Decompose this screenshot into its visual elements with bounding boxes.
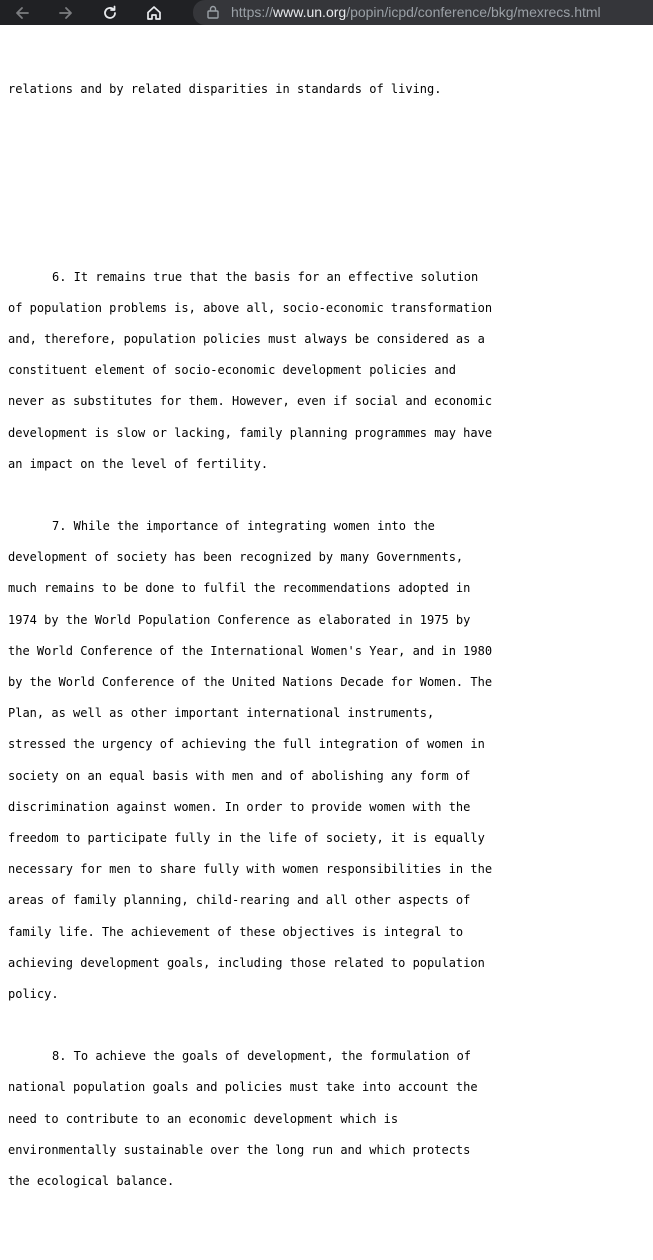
url-domain: www.un.org xyxy=(273,4,347,20)
text-line: development is slow or lacking, family planning programmes may have xyxy=(8,425,493,440)
text-line: and, therefore, population policies must always be considered as a xyxy=(8,331,485,346)
text-line: society on an equal basis with men and of abolishing any form of xyxy=(8,768,471,783)
text-line: stressed the urgency of achieving the full integration of women in xyxy=(8,737,485,752)
text-line: the World Conference of the International Women's Year, and in 1980 xyxy=(8,643,493,658)
blank-line xyxy=(8,168,492,199)
paragraph xyxy=(8,262,492,480)
document-text xyxy=(8,12,492,1260)
text-line xyxy=(8,511,492,542)
paragraph-container xyxy=(8,262,492,1198)
text-line: areas of family planning, child-rearing and all other aspects of xyxy=(8,893,471,908)
text-line: an impact on the level of fertility. xyxy=(8,456,269,471)
text-line: the ecological balance. xyxy=(8,1174,175,1189)
page-content xyxy=(0,25,638,1189)
text-line xyxy=(8,262,492,293)
blank-line xyxy=(8,1010,492,1041)
paragraph-first-line: 7. While the importance of integrating women into the xyxy=(52,519,435,534)
text-line: by the World Conference of the United Nations Decade for Women. The xyxy=(8,675,493,690)
text-line: family life. The achievement of these objectives is integral to xyxy=(8,924,464,939)
text-line: much remains to be done to fulfil the recommendations adopted in xyxy=(8,581,471,596)
text-line: constituent element of socio-economic development policies and xyxy=(8,363,456,378)
text-line: need to contribute to an economic development which is xyxy=(8,1111,399,1126)
text-line: national population goals and policies must take into account the xyxy=(8,1080,478,1095)
paragraph-first-line: 6. It remains true that the basis for an effective solution xyxy=(52,269,479,284)
partial-line: relations and by related disparities in standards of living. xyxy=(8,82,442,97)
text-line: freedom to participate fully in the life of society, it is equally xyxy=(8,830,485,845)
text-line: 1974 by the World Population Conference as elaborated in 1975 by xyxy=(8,612,471,627)
text-line: development of society has been recognized by many Governments, xyxy=(8,550,464,565)
text-line: policy. xyxy=(8,986,59,1001)
url-scheme: https:// xyxy=(231,4,274,20)
text-line: never as substitutes for them. However, even if social and economic xyxy=(8,394,493,409)
text-line: Plan, as well as other important international instruments, xyxy=(8,706,435,721)
text-line: of population problems is, above all, socio-economic transformation xyxy=(8,300,493,315)
text-line xyxy=(8,1041,492,1072)
text-line: achieving development goals, including those related to population xyxy=(8,955,485,970)
text-line: necessary for men to share fully with women responsibilities in the xyxy=(8,862,493,877)
text-line: discrimination against women. In order to provide women with the xyxy=(8,799,471,814)
paragraph xyxy=(8,1041,492,1197)
blank-line xyxy=(8,480,492,511)
paragraph xyxy=(8,511,492,1010)
url-path: /popin/icpd/conference/bkg/mexrecs.html xyxy=(346,4,601,20)
paragraph-first-line: 8. To achieve the goals of development, the formulation of xyxy=(52,1049,472,1064)
text-line: environmentally sustainable over the long run and which protects xyxy=(8,1142,471,1157)
